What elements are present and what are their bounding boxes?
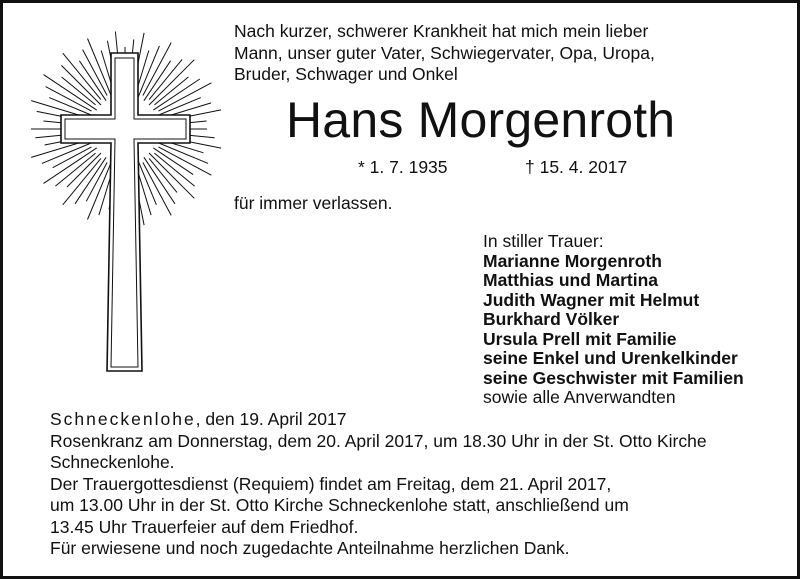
cross-ray: [63, 53, 101, 99]
service-line: um 13.00 Uhr in der St. Otto Kirche Schneckenlohe statt, anschließend um: [50, 495, 629, 515]
place-date-line: [50, 409, 707, 431]
intro-line: Mann, unser guter Vater, Schwiegervater, Opa, Uropa,: [234, 42, 655, 63]
closing-phrase: für immer verlassen.: [234, 193, 393, 213]
cross-ray: [63, 158, 101, 204]
mourning-heading: In stiller Trauer:: [483, 231, 604, 251]
cross-ray: [67, 153, 101, 187]
place-name: Schneckenlohe: [50, 409, 196, 429]
mourner-name: seine Geschwister mit Familien: [483, 367, 744, 388]
mourner-name: Matthias und Martina: [483, 270, 659, 290]
radiant-cross-icon: [31, 21, 231, 391]
service-line: 13.45 Uhr Trauerfeier auf dem Friedhof.: [50, 516, 359, 537]
mourner-name: Marianne Morgenroth: [483, 250, 662, 271]
mourner-name: Burkhard Völker: [483, 309, 620, 329]
funeral-details: [50, 409, 707, 560]
rosary-line: Rosenkranz am Donnerstag, dem 20. April 2017, um 18.30 Uhr in der St. Otto Kirche: [50, 430, 707, 451]
death-date: † 15. 4. 2017: [525, 157, 628, 177]
cross-ray: [156, 142, 208, 163]
letter-date: , den 19. April 2017: [195, 409, 347, 429]
intro-line: Bruder, Schwager und Onkel: [234, 64, 458, 84]
cross-ray: [62, 77, 96, 105]
cross-ray: [144, 157, 175, 204]
intro-text: [234, 21, 655, 86]
intro-line: Nach kurzer, schwerer Krankheit hat mich mein lieber: [234, 21, 649, 41]
mourner-name: Judith Wagner mit Helmut: [483, 289, 700, 310]
mourner-name: seine Enkel und Urenkelkinder: [483, 348, 738, 368]
cross-ray: [149, 158, 177, 192]
rosary-line: Schneckenlohe.: [50, 452, 175, 472]
cross-ray: [75, 157, 106, 204]
mourning-trailer: sowie alle Anverwandten: [483, 387, 676, 407]
cross-ray: [154, 77, 188, 105]
service-line: Der Trauergottesdienst (Requiem) findet am Freitag, dem 21. April 2017,: [50, 473, 612, 494]
cross-ray: [153, 79, 200, 110]
thanks-line: Für erwiesene und noch zugedachte Anteilnahme herzlichen Dank.: [50, 538, 570, 558]
mourner-name: Ursula Prell mit Familie: [483, 328, 677, 349]
deceased-name: Hans Morgenroth: [286, 92, 676, 148]
cross-ray: [138, 46, 159, 98]
mourners-block: [483, 232, 744, 408]
cross-ray: [61, 65, 101, 105]
birth-date: * 1. 7. 1935: [358, 157, 448, 177]
